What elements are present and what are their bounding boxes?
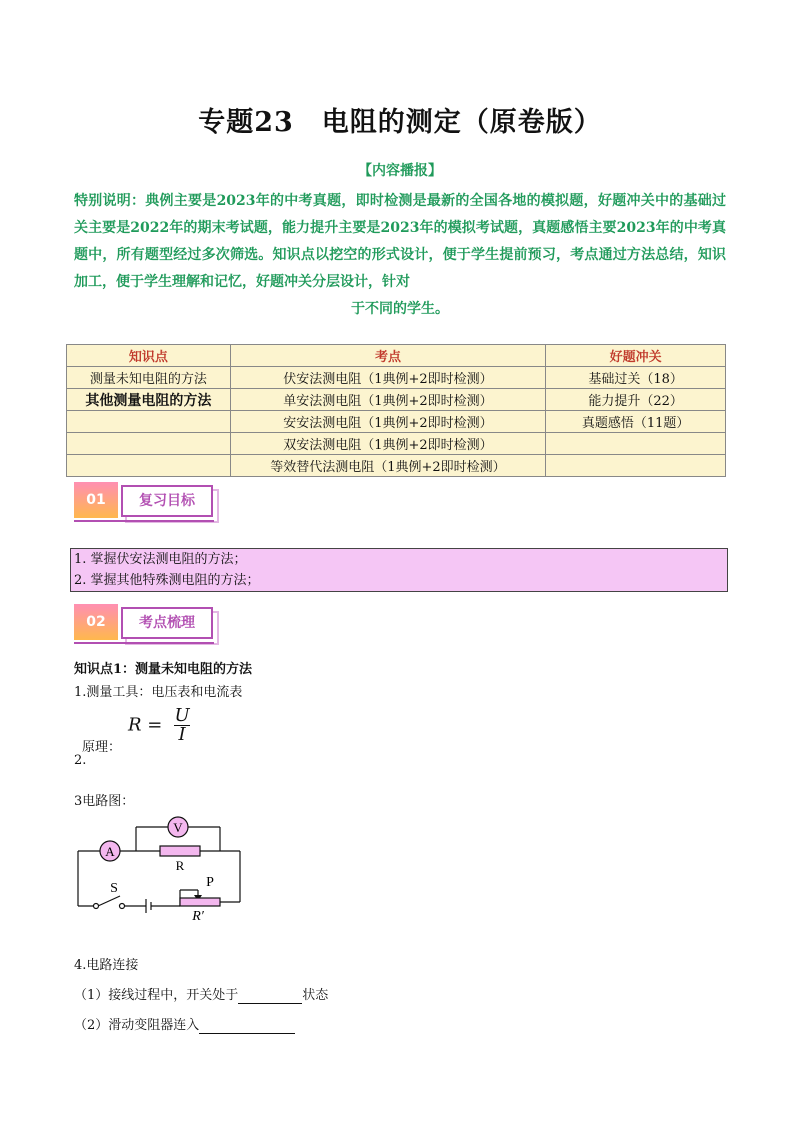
table-cell: 真题感悟（11题）: [546, 411, 726, 433]
badge-underline: [74, 520, 214, 522]
table-cell: 安安法测电阻（1典例+2即时检测）: [230, 411, 545, 433]
intro-text: 特别说明：典例主要是2023年的中考真题，即时检测是最新的全国各地的模拟题，好题冲关中的基础过关主要是2022年的期末考试题，能力提升主要是2023年的模拟考试题，真题感悟主要2023年的中考真题中，所有题型经过多次筛选。知识点以挖空的形式设计，便于学生提前预习，考点通过方法总结，知识加工，便于学生理解和记忆，好题冲关分层设计，针对: [74, 193, 726, 290]
table-row: [67, 367, 726, 389]
table-row: [67, 411, 726, 433]
answer-blank[interactable]: [238, 988, 302, 1004]
formula-fraction: [174, 707, 190, 744]
header-cell: 考点: [230, 345, 545, 367]
voltmeter-label: V: [173, 820, 183, 835]
rheostat-icon: [180, 898, 220, 906]
formula-lhs: R: [128, 714, 142, 736]
resistor-icon: [160, 846, 200, 856]
switch-label: S: [110, 881, 118, 896]
intro-last-line: 于不同的学生。: [351, 301, 449, 317]
table-header-row: [67, 345, 726, 367]
table-cell: 伏安法测电阻（1典例+2即时检测）: [230, 367, 545, 389]
ohm-formula: R = $\frac{U}{I}$: [128, 705, 190, 745]
table-cell: 其他测量电阻的方法: [67, 389, 231, 411]
badge-number: 02: [74, 604, 118, 640]
table-row: [67, 455, 726, 477]
table-cell: 能力提升（22）: [546, 389, 726, 411]
section-label: 【内容播报】: [358, 163, 442, 179]
header-cell: 好题冲关: [546, 345, 726, 367]
table-cell: 基础过关（18）: [546, 367, 726, 389]
badge-number: 01: [74, 482, 118, 518]
item-2-line: 2.: [74, 753, 87, 768]
page-title: 专题23 电阻的测定（原卷版）: [198, 107, 602, 138]
goal-item: 1. 掌握伏安法测电阻的方法；: [74, 552, 247, 567]
circuit-diagram-label: 3电路图：: [74, 794, 135, 809]
table-cell: [546, 455, 726, 477]
knowledge-point-title: 知识点1：测量未知电阻的方法: [74, 662, 253, 677]
table-cell: 测量未知电阻的方法: [67, 367, 231, 389]
measuring-tools-line: 1.测量工具：电压表和电流表: [74, 685, 243, 700]
goal-item: 2. 掌握其他特殊测电阻的方法；: [74, 573, 260, 588]
badge-label: 考点梳理: [121, 607, 213, 639]
table-row: [67, 389, 726, 411]
ammeter-label: A: [105, 844, 115, 859]
resistor-label: R: [175, 858, 185, 873]
badge-underline: [74, 642, 214, 644]
switch-contact-left: [94, 904, 99, 909]
principle-label: 原理：: [82, 740, 122, 755]
table-cell: [67, 455, 231, 477]
table-cell: [67, 433, 231, 455]
table-cell: 等效替代法测电阻（1典例+2即时检测）: [230, 455, 545, 477]
topics-table: [66, 344, 726, 477]
rheostat-label: R′: [192, 909, 204, 922]
circuit-diagram: [74, 812, 244, 922]
answer-blank[interactable]: [199, 1018, 295, 1034]
question-2: [74, 1014, 295, 1034]
table-cell: 双安法测电阻（1典例+2即时检测）: [230, 433, 545, 455]
question-1-text: （1）接线过程中，开关处于: [74, 988, 239, 1003]
question-1: [74, 984, 328, 1004]
formula-denominator: I: [178, 724, 186, 745]
question-1-suffix: 状态: [302, 988, 329, 1003]
badge-label: 复习目标: [121, 485, 213, 517]
table-cell: [67, 411, 231, 433]
table-cell: 单安法测电阻（1典例+2即时检测）: [230, 389, 545, 411]
question-2-text: （2）滑动变阻器连入: [74, 1018, 200, 1033]
header-cell: 知识点: [67, 345, 231, 367]
switch-contact-right: [120, 904, 125, 909]
table-cell: [546, 433, 726, 455]
circuit-connection-heading: 4.电路连接: [74, 958, 139, 973]
goals-box: [70, 548, 728, 592]
slider-label: P: [206, 875, 214, 890]
table-row: [67, 433, 726, 455]
intro-paragraph: [74, 188, 726, 323]
formula-numerator: U: [174, 705, 190, 726]
